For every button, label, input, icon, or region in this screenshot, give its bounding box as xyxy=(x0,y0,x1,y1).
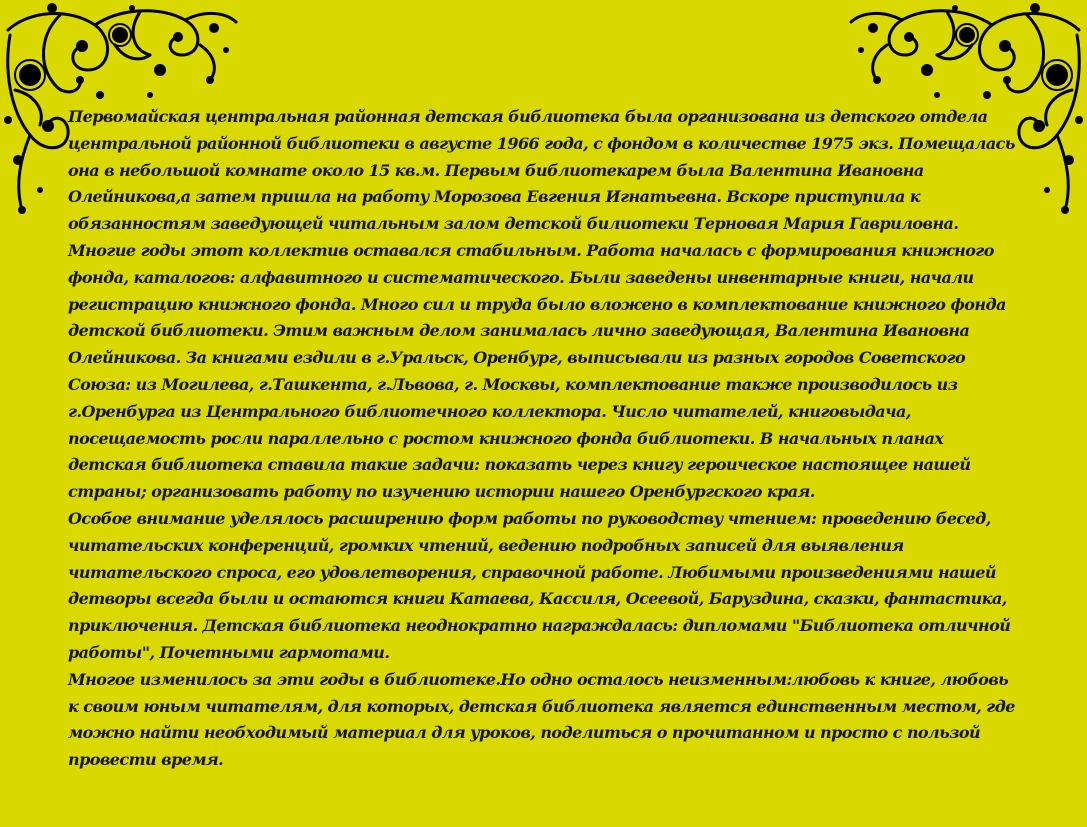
paragraph-present-day: Многое изменилось за эти годы в библиотеке.Но одно осталось неизменным:любовь к книге, любовь к своим юным читателям, для которых, детская библиотека является единственным местом, где можно найти необходимый материал для уроков, поделиться о прочитанном и просто с пользой провести время. xyxy=(68,669,1015,770)
paragraph-founding: Первомайская центральная районная детская библиотека была организована из детского отдела центральной районной библиотеки в августе 1966 года, с фондом в количестве 1975 экз. Помещалась она в небольшой комнате около 15 кв.м. Первым библиотекарем была Валентина Ивановна Олейникова,а затем пришла на работу Морозова Евгения Игнатьевна. Вскоре приступила к обязанностям заведующей читальным залом детской билиотеки Терновая Мария Гавриловна. Многие годы этот коллектив оставался стабильным. Работа началась с формирования книжного фонда, каталогов: алфавитного и систематического. Были заведены инвентарные книги, начали регистрацию книжного фонда. Много сил и труда было вложено в комплектование книжного фонда детской библиотеки. Этим важным делом занималась лично заведующая, Валентина Ивановна Олейникова. За книгами ездили в г.Уральск, Оренбург, выписывали из разных городов Советского Союза: из Могилева, г.Ташкента, г.Львова, г. Москвы, комплектование также производилось из г.Оренбурга из Центрального библиотечного коллектора. Число читателей, книговыдача, посещаемость росли параллельно с ростом книжного фонда библиотеки. В начальных планах детская библиотека ставила такие задачи: показать через книгу героическое настоящее нашей страны; организовать работу по изучению истории нашего Оренбургского края. xyxy=(68,107,1015,502)
paragraph-reading-work: Особое внимание уделялось расширению форм работы по руководству чтением: проведению бесед, читательских конференций, громких чтений, ведению подробных записей для выявления читательского спроса, его удовлетворения, справочной работе. Любимыми произведениями нашей детворы всегда были и остаются книги Катаева, Кассиля, Осеевой, Баруздина, сказки, фантастика, приключения. Детская библиотека неоднократно награждалась: дипломами "Библиотека отличной работы", Почетными гармотами. xyxy=(68,508,1011,662)
library-history-text xyxy=(68,104,1018,774)
